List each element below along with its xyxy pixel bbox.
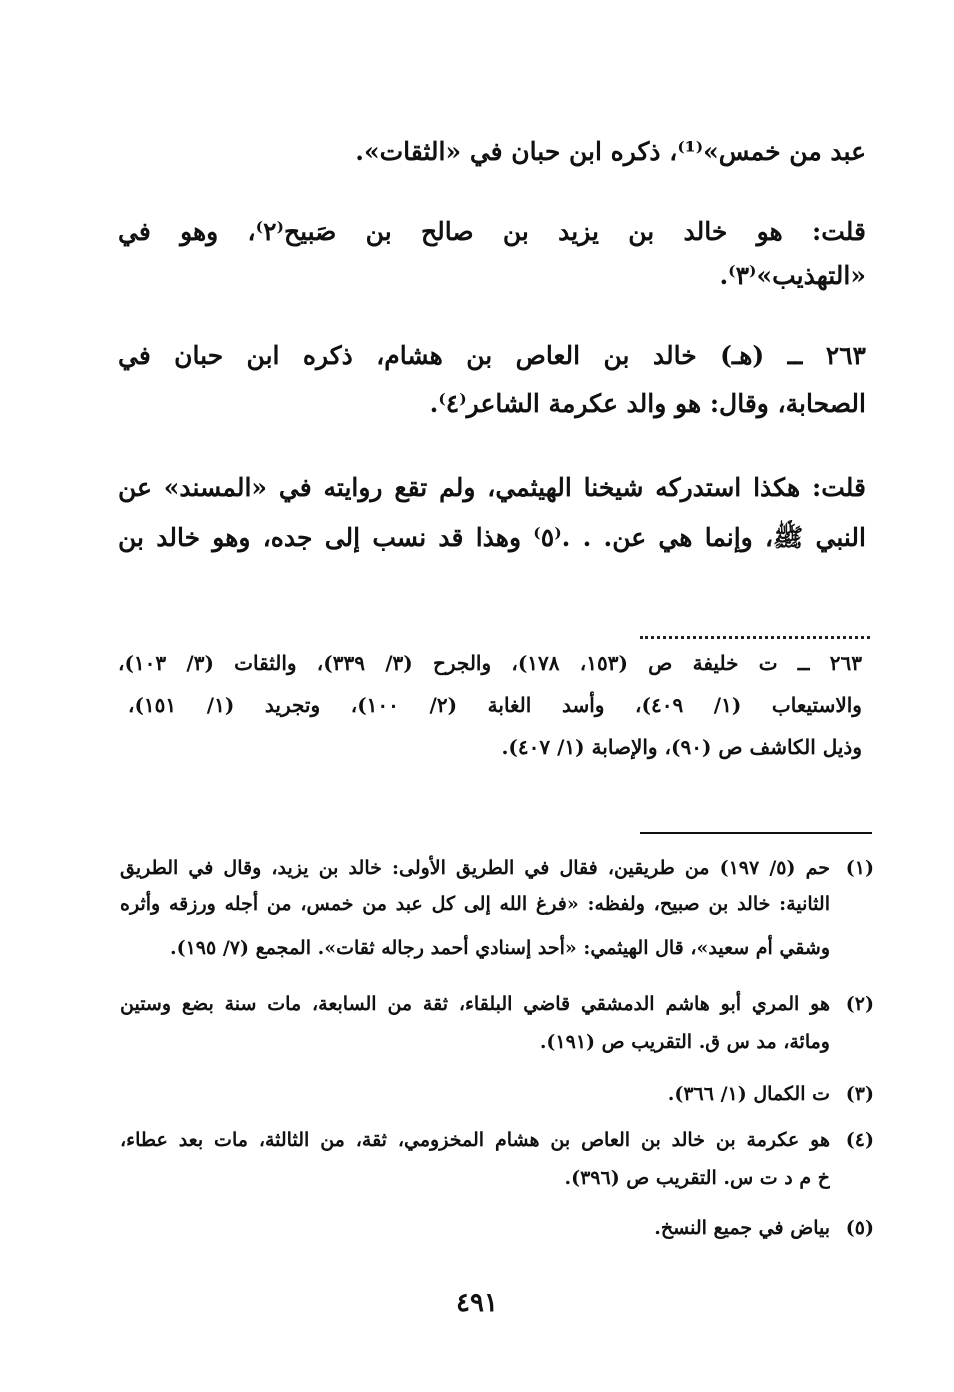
takhrij-line: ٢٦٣ ــ ت خليفة ص (١٥٣، ١٧٨)، والجرح (٣/ ٣٣٩)، والثقات (٣/ ١٠٣)،: [118, 651, 862, 675]
footnote-number: (٢): [845, 993, 874, 1015]
body-line: الصحابة، وقال: هو والد عكرمة الشاعر⁽٤⁾.: [429, 389, 866, 418]
footnote-rule: [640, 832, 872, 834]
footnote-number: (٤): [845, 1129, 874, 1151]
dotted-separator: [640, 622, 870, 639]
body-line: «التهذيب»⁽٣⁾.: [719, 261, 866, 290]
body-line: قلت: هكذا استدركه شيخنا الهيثمي، ولم تقع روايته في «المسند» عن: [118, 473, 866, 502]
entry-heading-line: ٢٦٣ ــ (هـ) خالد بن العاص بن هشام، ذكره ابن حبان في: [118, 341, 866, 370]
footnote-number: (٥): [845, 1217, 874, 1239]
footnote-line: بياض في جميع النسخ.: [654, 1217, 830, 1239]
footnote-line: الثانية: خالد بن صبيح، ولفظه: «فرغ الله إلى كل عبد من خمس، من أجله ورزقه وأثره: [120, 893, 830, 915]
footnote-line: وشقي أم سعيد»، قال الهيثمي: «أحد إسنادي أحمد رجاله ثقات». المجمع (٧/ ١٩٥).: [169, 937, 830, 959]
body-line: النبي ﷺ، وإنما هي عن. . .⁽٥⁾ وهذا قد نسب إلى جده، وهو خالد بن: [118, 523, 866, 552]
takhrij-line: والاستيعاب (١/ ٤٠٩)، وأسد الغابة (٢/ ١٠٠)، وتجريد (١/ ١٥١)،: [128, 693, 862, 717]
footnote-number: (١): [845, 857, 874, 879]
footnote-line: ومائة، مد س ق. التقريب ص (١٩١).: [539, 1031, 830, 1053]
page-number: ٤٩١: [456, 1288, 498, 1318]
footnote-line: خ م د ت س. التقريب ص (٣٩٦).: [564, 1167, 830, 1189]
footnote-line: هو عكرمة بن خالد بن العاص بن هشام المخزومي، ثقة، من الثالثة، مات بعد عطاء،: [120, 1129, 830, 1151]
footnote-line: هو المري أبو هاشم الدمشقي قاضي البلقاء، ثقة من السابعة، مات سنة بضع وستين: [120, 993, 830, 1015]
footnote-line: ت الكمال (١/ ٣٦٦).: [667, 1083, 830, 1105]
footnote-number: (٣): [845, 1083, 874, 1105]
body-line: عبد من خمس»⁽¹⁾، ذكره ابن حبان في «الثقات».: [355, 137, 866, 166]
body-line: قلت: هو خالد بن يزيد بن صالح بن صَبيح⁽٢⁾، وهو في: [118, 217, 866, 246]
takhrij-line: وذيل الكاشف ص (٩٠)، والإصابة (١/ ٤٠٧).: [501, 735, 862, 759]
footnote-line: حم (٥/ ١٩٧) من طريقين، فقال في الطريق الأولى: خالد بن يزيد، وقال في الطريق: [120, 857, 830, 879]
